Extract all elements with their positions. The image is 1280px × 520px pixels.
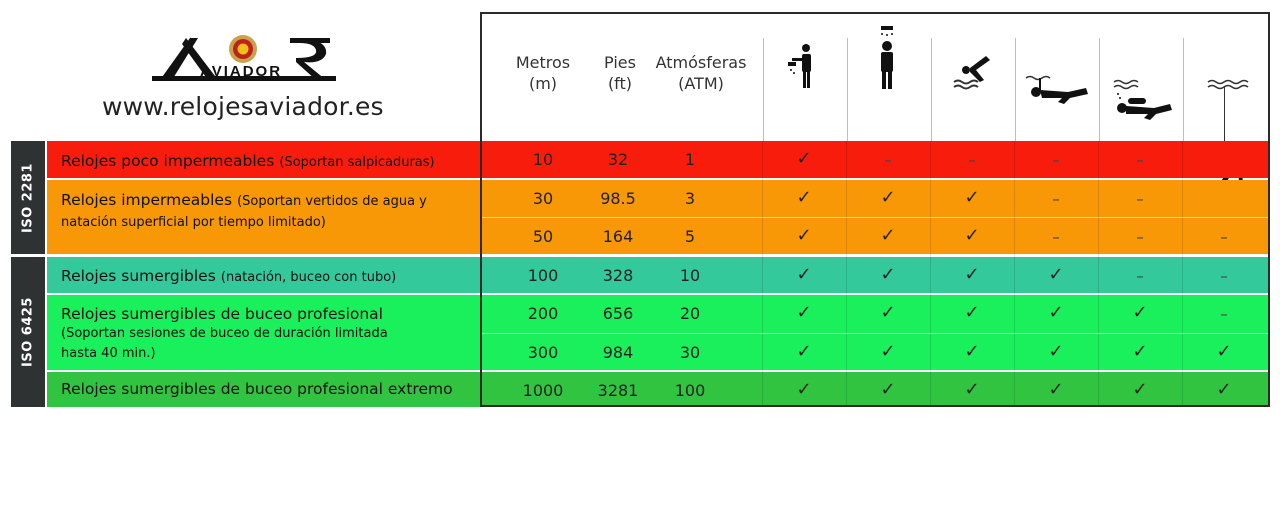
dash-icon: – <box>1220 305 1228 323</box>
check-icon: ✓ <box>1048 302 1064 323</box>
row-divider <box>480 333 1270 334</box>
row-label: Relojes poco impermeables (Soportan salpicaduras) <box>61 152 435 170</box>
scuba-diving-icon <box>1108 74 1174 130</box>
check-icon: ✓ <box>1132 302 1148 323</box>
dash-icon: – <box>884 151 892 169</box>
column-header-feet: Pies (ft) <box>604 53 636 93</box>
check-icon: ✓ <box>1048 264 1064 285</box>
check-icon: ✓ <box>880 341 896 362</box>
value-atm: 10 <box>679 266 701 285</box>
check-icon: ✓ <box>796 379 812 400</box>
check-icon: ✓ <box>964 379 980 400</box>
value-atm: 30 <box>679 343 701 362</box>
value-atm: 3 <box>684 189 696 208</box>
value-m: 10 <box>532 150 554 169</box>
website-url[interactable]: www.relojesaviador.es <box>102 92 384 121</box>
dash-icon: – <box>968 151 976 169</box>
check-icon: ✓ <box>880 379 896 400</box>
dash-icon: – <box>1052 190 1060 208</box>
value-ft: 328 <box>602 266 634 285</box>
row-label: Relojes sumergibles de buceo profesional extremo <box>61 380 453 398</box>
row-label: Relojes impermeables (Soportan vertidos de agua y natación superficial por tiempo limitado) <box>61 191 427 230</box>
column-header-atmospheres: Atmósferas (ATM) <box>655 53 747 93</box>
dash-icon: – <box>1052 228 1060 246</box>
value-m: 300 <box>527 343 559 362</box>
check-icon: ✓ <box>1132 379 1148 400</box>
check-icon: ✓ <box>1048 341 1064 362</box>
row-label: Relojes sumergibles (natación, buceo con tubo) <box>61 267 397 285</box>
dash-icon: – <box>1220 267 1228 285</box>
check-icon: ✓ <box>796 225 812 246</box>
value-m: 30 <box>532 189 554 208</box>
snorkeling-icon <box>1024 70 1090 116</box>
check-icon: ✓ <box>880 302 896 323</box>
iso-2281-label: ISO 2281 <box>11 141 45 254</box>
value-ft: 656 <box>602 304 634 323</box>
value-m: 200 <box>527 304 559 323</box>
value-m: 1000 <box>522 381 564 400</box>
check-icon: ✓ <box>880 264 896 285</box>
check-icon: ✓ <box>964 264 980 285</box>
value-ft: 3281 <box>597 381 639 400</box>
check-icon: ✓ <box>796 187 812 208</box>
dash-icon: – <box>1136 151 1144 169</box>
check-icon: ✓ <box>964 187 980 208</box>
value-atm: 5 <box>684 227 696 246</box>
dash-icon: – <box>1052 151 1060 169</box>
value-atm: 1 <box>684 150 696 169</box>
check-icon: ✓ <box>964 225 980 246</box>
value-atm: 100 <box>674 381 706 400</box>
value-ft: 98.5 <box>600 189 636 208</box>
row-divider <box>480 217 1270 218</box>
swimming-dive-icon <box>950 48 998 90</box>
check-icon: ✓ <box>964 341 980 362</box>
check-icon: ✓ <box>796 264 812 285</box>
check-icon: ✓ <box>1216 341 1232 362</box>
row-label: Relojes sumergibles de buceo profesional (Soportan sesiones de buceo de duración limitada hasta 40 min.) <box>61 305 388 361</box>
check-icon: ✓ <box>796 302 812 323</box>
check-icon: ✓ <box>1132 341 1148 362</box>
column-header-meters: Metros (m) <box>515 53 571 93</box>
value-m: 50 <box>532 227 554 246</box>
shower-icon <box>872 24 902 90</box>
value-ft: 164 <box>602 227 634 246</box>
value-m: 100 <box>527 266 559 285</box>
dash-icon: – <box>1136 190 1144 208</box>
check-icon: ✓ <box>796 148 812 169</box>
dash-icon: – <box>1220 228 1228 246</box>
check-icon: ✓ <box>796 341 812 362</box>
aviador-logo <box>150 32 340 90</box>
hand-washing-icon <box>784 40 824 92</box>
dash-icon: – <box>1136 267 1144 285</box>
check-icon: ✓ <box>880 225 896 246</box>
svg-text:AVIADOR: AVIADOR <box>200 63 283 80</box>
dash-icon: – <box>1136 228 1144 246</box>
value-ft: 984 <box>602 343 634 362</box>
iso-6425-label: ISO 6425 <box>11 257 45 407</box>
check-icon: ✓ <box>1216 379 1232 400</box>
check-icon: ✓ <box>1048 379 1064 400</box>
check-icon: ✓ <box>880 187 896 208</box>
value-atm: 20 <box>679 304 701 323</box>
check-icon: ✓ <box>964 302 980 323</box>
value-ft: 32 <box>607 150 629 169</box>
